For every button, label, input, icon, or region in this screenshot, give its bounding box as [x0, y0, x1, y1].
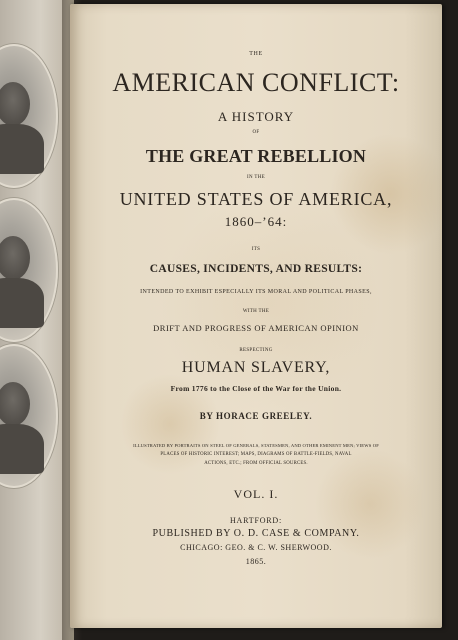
portrait-medallion-middle [0, 198, 58, 342]
portrait-medallion-bottom [0, 344, 58, 488]
publisher-line: PUBLISHED BY O. D. CASE & COMPANY. [152, 528, 360, 539]
with-the-label: WITH THE [242, 309, 270, 314]
slavery-title: HUMAN SLAVERY, [181, 359, 331, 376]
year-label: 1865. [245, 557, 267, 566]
causes-line: CAUSES, INCIDENTS, AND RESULTS: [149, 263, 363, 275]
great-rebellion-title: THE GREAT REBELLION [145, 146, 367, 166]
subtitle: A HISTORY [217, 109, 295, 124]
volume-label: VOL. I. [233, 487, 279, 501]
country-title: UNITED STATES OF AMERICA, [119, 189, 393, 209]
respecting-label: RESPECTING [239, 348, 273, 353]
illustrated-line-2: PLACES OF HISTORIC INTEREST; MAPS, DIAGRAMS OF BATTLE-FIELDS, NAVAL [160, 452, 352, 457]
chicago-line: CHICAGO: GEO. & C. W. SHERWOOD. [180, 543, 332, 552]
title-page [70, 4, 442, 628]
in-the-label: IN THE [247, 175, 265, 180]
author-line: BY HORACE GREELEY. [199, 411, 313, 421]
drift-line: DRIFT AND PROGRESS OF AMERICAN OPINION [153, 323, 359, 333]
period-line: From 1776 to the Close of the War for the Union. [170, 384, 342, 393]
portrait-medallion-top [0, 44, 58, 188]
of-label: OF [252, 130, 260, 135]
main-title: AMERICAN CONFLICT: [112, 68, 400, 97]
illustrated-line-3: ACTIONS, ETC.; FROM OFFICIAL SOURCES. [204, 461, 308, 466]
its-label: ITS [251, 247, 261, 252]
city-label: HARTFORD: [229, 516, 283, 525]
the-label: THE [249, 51, 263, 57]
intended-line: INTENDED TO EXHIBIT ESPECIALLY ITS MORAL AND POLITICAL PHASES, [140, 289, 372, 295]
illustrated-line-1: ILLUSTRATED BY PORTRAITS ON STEEL OF GENERALS, STATESMEN, AND OTHER EMINENT MEN; VIEWS OF [133, 443, 379, 448]
years-label: 1860–’64: [224, 214, 288, 229]
